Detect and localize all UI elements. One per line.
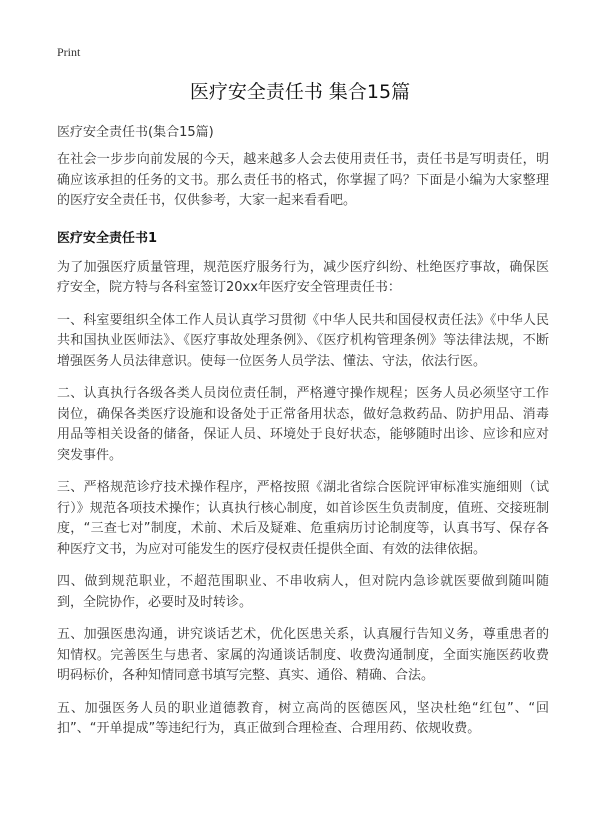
page-title: 医疗安全责任书 集合15篇 [189,81,411,103]
body-paragraph: 三、严格规范诊疗技术操作程序，严格按照《湖北省综合医院评审标准实施细则（试行）》规范各项技术操作；认真执行核心制度，如首诊医生负责制度，值班、交接班制度，“三查七对”制度，术前、术后及疑难、危重病历讨论制度等，认真书写、保存各种医疗文书，为应对可能发生的医疗侵权责任提供全面、有效的法律依据。 [57,480,549,557]
print-link[interactable]: Print [57,45,81,59]
body-paragraph: 五、加强医务人员的职业道德教育，树立高尚的医德医风，坚决杜绝“红包”、“回扣”、“开单提成”等违纪行为，真正做到合理检查、合理用药、依规收费。 [57,700,549,736]
body-paragraph: 一、科室要组织全体工作人员认真学习贯彻《中华人民共和国侵权责任法》《中华人民共和国执业医师法》、《医疗事故处理条例》、《医疗机构管理条例》等法律法规，不断增强医务人员法律意识。使每一位医务人员学法、懂法、守法，依法行医。 [57,312,549,369]
document-subtitle: 医疗安全责任书(集合15篇) [57,125,214,140]
body-paragraph: 四、做到规范职业，不超范围职业、不串收病人，但对院内急诊就医要做到随叫随到，全院协作，必要时及时转诊。 [57,574,549,610]
body-paragraph: 为了加强医疗质量管理，规范医疗服务行为，减少医疗纠纷、杜绝医疗事故，确保医疗安全，院方特与各科室签订20xx年医疗安全管理责任书： [57,259,549,295]
body-paragraph: 五、加强医患沟通，讲究谈话艺术，优化医患关系，认真履行告知义务，尊重患者的知情权。完善医生与患者、家属的沟通谈话制度、收费沟通制度，全面实施医药收费明码标价，各种知情同意书填写完整、真实、通俗、精确、合法。 [57,627,549,683]
intro-paragraph: 在社会一步步向前发展的今天，越来越多人会去使用责任书，责任书是写明责任，明确应该承担的任务的文书。那么责任书的格式，你掌握了吗？下面是小编为大家整理的医疗安全责任书，仅供参考，大家一起来看看吧。 [57,152,549,208]
body-paragraph: 二、认真执行各级各类人员岗位责任制，严格遵守操作规程；医务人员必须坚守工作岗位，确保各类医疗设施和设备处于正常备用状态，做好急救药品、防护用品、消毒用品等相关设备的储备，保证人员、环境处于良好状态，能够随时出诊、应诊和应对突发事件。 [57,386,549,463]
section-heading: 医疗安全责任书1 [57,230,158,246]
document-body [57,150,549,752]
